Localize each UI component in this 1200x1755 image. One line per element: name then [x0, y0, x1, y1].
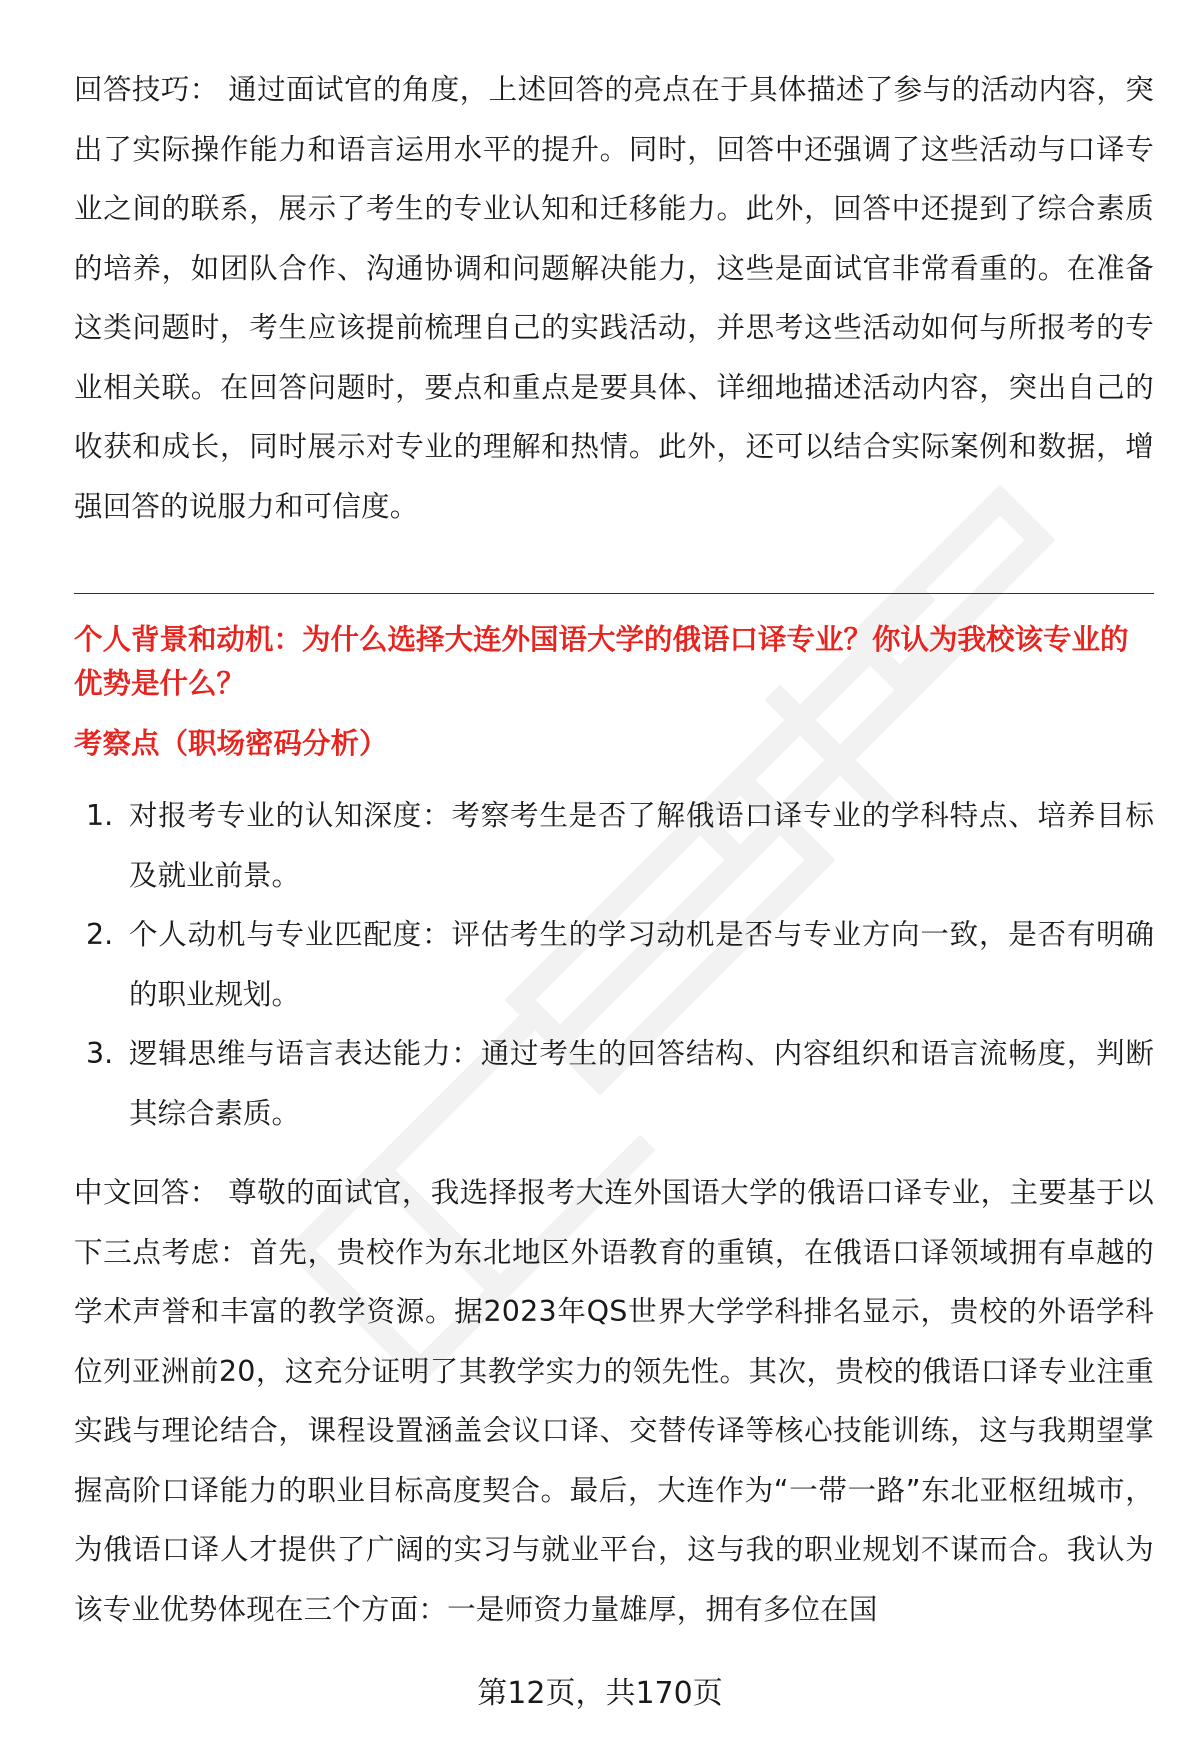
document-page: [74, 60, 1154, 1639]
list-item-text: 个人动机与专业匹配度：评估考生的学习动机是否与专业方向一致，是否有明确的职业规划。: [129, 918, 1154, 1011]
list-item-text: 对报考专业的认知深度：考察考生是否了解俄语口译专业的学科特点、培养目标及就业前景。: [129, 799, 1154, 892]
list-item-text: 逻辑思维与语言表达能力：通过考生的回答结构、内容组织和语言流畅度，判断其综合素质。: [129, 1037, 1154, 1130]
list-item: [74, 1024, 1154, 1143]
section-divider: [74, 593, 1154, 594]
question-heading: 个人背景和动机：为什么选择大连外国语大学的俄语口译专业？你认为我校该专业的优势是什么？: [74, 623, 1129, 700]
exam-points-heading: 考察点（职场密码分析）: [74, 727, 388, 760]
chinese-answer-paragraph: 中文回答： 尊敬的面试官，我选择报考大连外国语大学的俄语口译专业，主要基于以下三点考虑：首先，贵校作为东北地区外语教育的重镇，在俄语口译领域拥有卓越的学术声誉和丰富的教学资源。据2023年QS世界大学学科排名显示，贵校的外语学科位列亚洲前20，这充分证明了其教学实力的领先性。其次，贵校的俄语口译专业注重实践与理论结合，课程设置涵盖会议口译、交替传译等核心技能训练，这与我期望掌握高阶口译能力的职业目标高度契合。最后，大连作为“一带一路”东北亚枢纽城市，为俄语口译人才提供了广阔的实习与就业平台，这与我的职业规划不谋而合。我认为该专业优势体现在三个方面：一是师资力量雄厚，拥有多位在国: [74, 1176, 1154, 1626]
list-item-number: 2.: [86, 918, 114, 951]
list-item-number: 3.: [86, 1037, 114, 1070]
page-number: 第12页，共170页: [477, 1676, 723, 1711]
answer-tips-paragraph: 回答技巧： 通过面试官的角度，上述回答的亮点在于具体描述了参与的活动内容，突出了实际操作能力和语言运用水平的提升。同时，回答中还强调了这些活动与口译专业之间的联系，展示了考生的专业认知和迁移能力。此外，回答中还提到了综合素质的培养，如团队合作、沟通协调和问题解决能力，这些是面试官非常看重的。在准备这类问题时，考生应该提前梳理自己的实践活动，并思考这些活动如何与所报考的专业相关联。在回答问题时，要点和重点是要具体、详细地描述活动内容，突出自己的收获和成长，同时展示对专业的理解和热情。此外，还可以结合实际案例和数据，增强回答的说服力和可信度。: [74, 73, 1154, 523]
exam-points-list: [74, 786, 1154, 1143]
list-item-number: 1.: [86, 799, 114, 832]
list-item: [74, 905, 1154, 1024]
list-item: [74, 786, 1154, 905]
